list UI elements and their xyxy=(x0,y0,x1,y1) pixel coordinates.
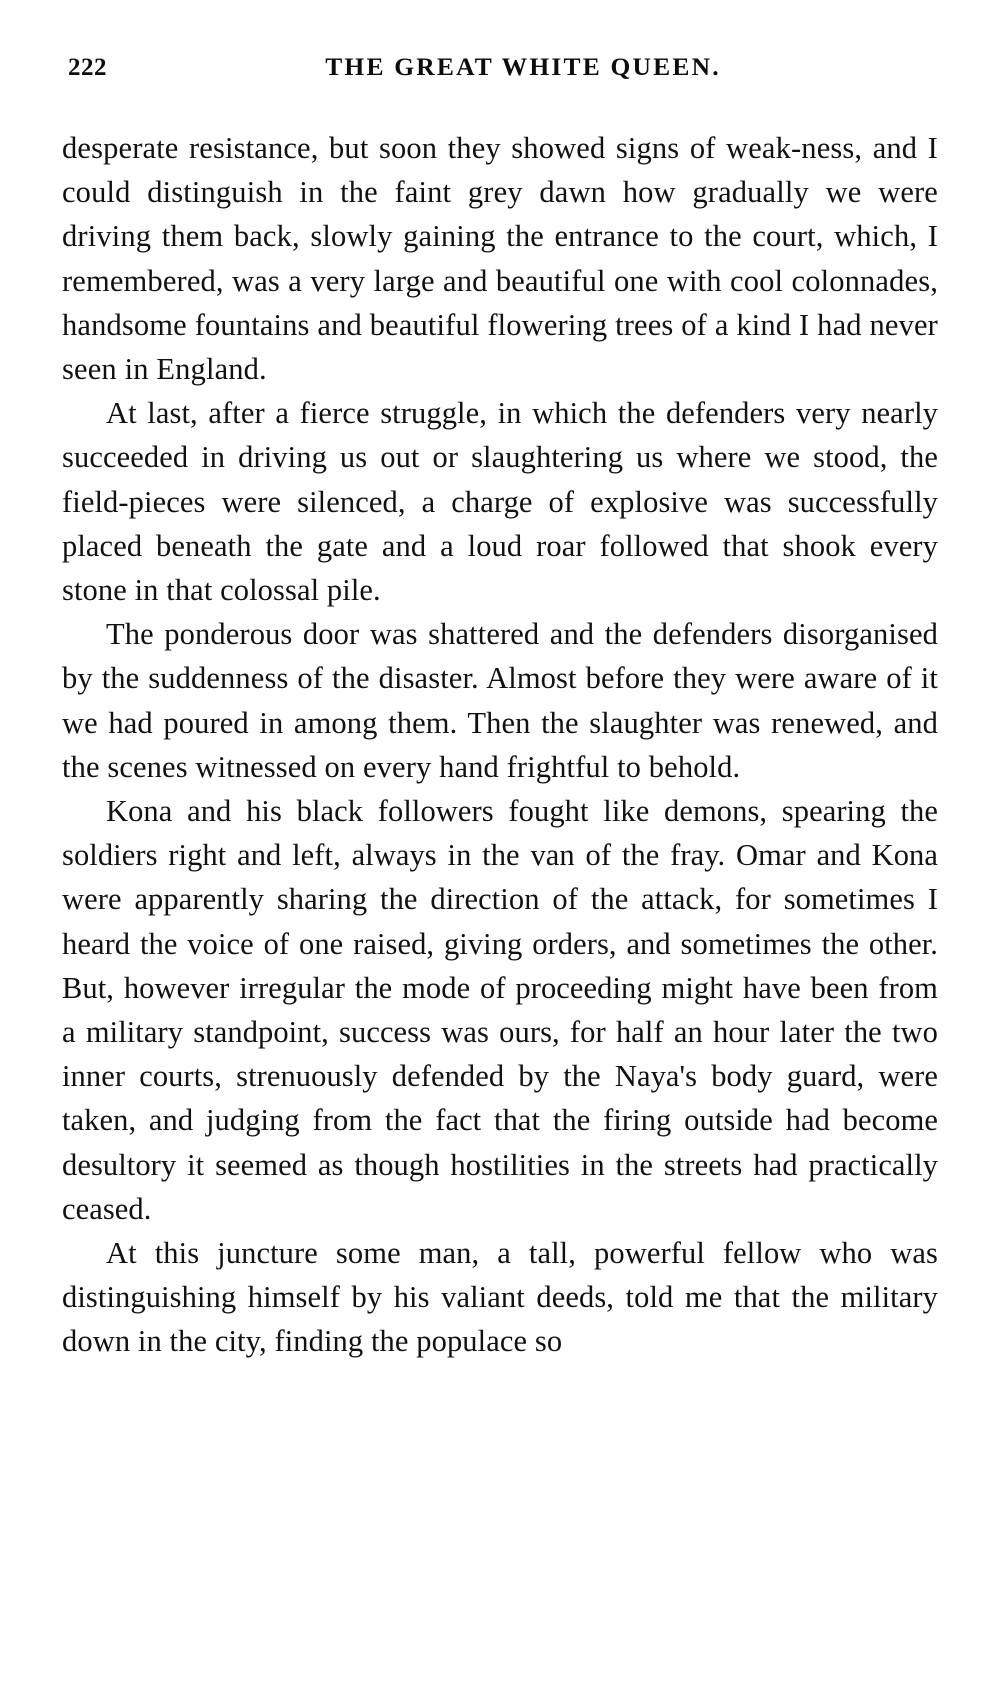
page-number: 222 xyxy=(68,54,107,81)
paragraph: At this juncture some man, a tall, powerful fellow who was distinguishing himself by his valiant deeds, told me that the military down in the city, finding the populace so xyxy=(62,1236,938,1359)
page-header xyxy=(62,52,938,108)
page-body xyxy=(62,126,938,1364)
paragraph: desperate resistance, but soon they showed signs of weak-ness, and I could distinguish in the faint grey dawn how gradually we were driving them back, slowly gaining the entrance to the court, which, I remembered, was a very large and beautiful one with cool colonnades, handsome fountains and beautiful flowering trees of a kind I had never seen in England. xyxy=(62,131,938,387)
paragraph: At last, after a fierce struggle, in which the defenders very nearly succeeded in driving us out or slaughtering us where we stood, the field-pieces were silenced, a charge of explosive was successfully placed beneath the gate and a loud roar followed that shook every stone in that colossal pile. xyxy=(62,396,938,608)
paragraph: Kona and his black followers fought like demons, spearing the soldiers right and left, always in the van of the fray. Omar and Kona were apparently sharing the direction of the attack, for sometimes I heard the voice of one raised, giving orders, and sometimes the other. But, however irregular the mode of proceeding might have been from a military standpoint, success was ours, for half an hour later the two inner courts, strenuously defended by the Naya's body guard, were taken, and judging from the fact that the firing outside had become desultory it seemed as though hostilities in the streets had practically ceased. xyxy=(62,794,938,1226)
running-head-title: THE GREAT WHITE QUEEN. xyxy=(325,52,721,81)
paragraph: The ponderous door was shattered and the defenders disorganised by the suddenness of the disaster. Almost before they were aware of it we had poured in among them. Then the slaughter was renewed, and the scenes witnessed on every hand frightful to behold. xyxy=(62,617,938,784)
